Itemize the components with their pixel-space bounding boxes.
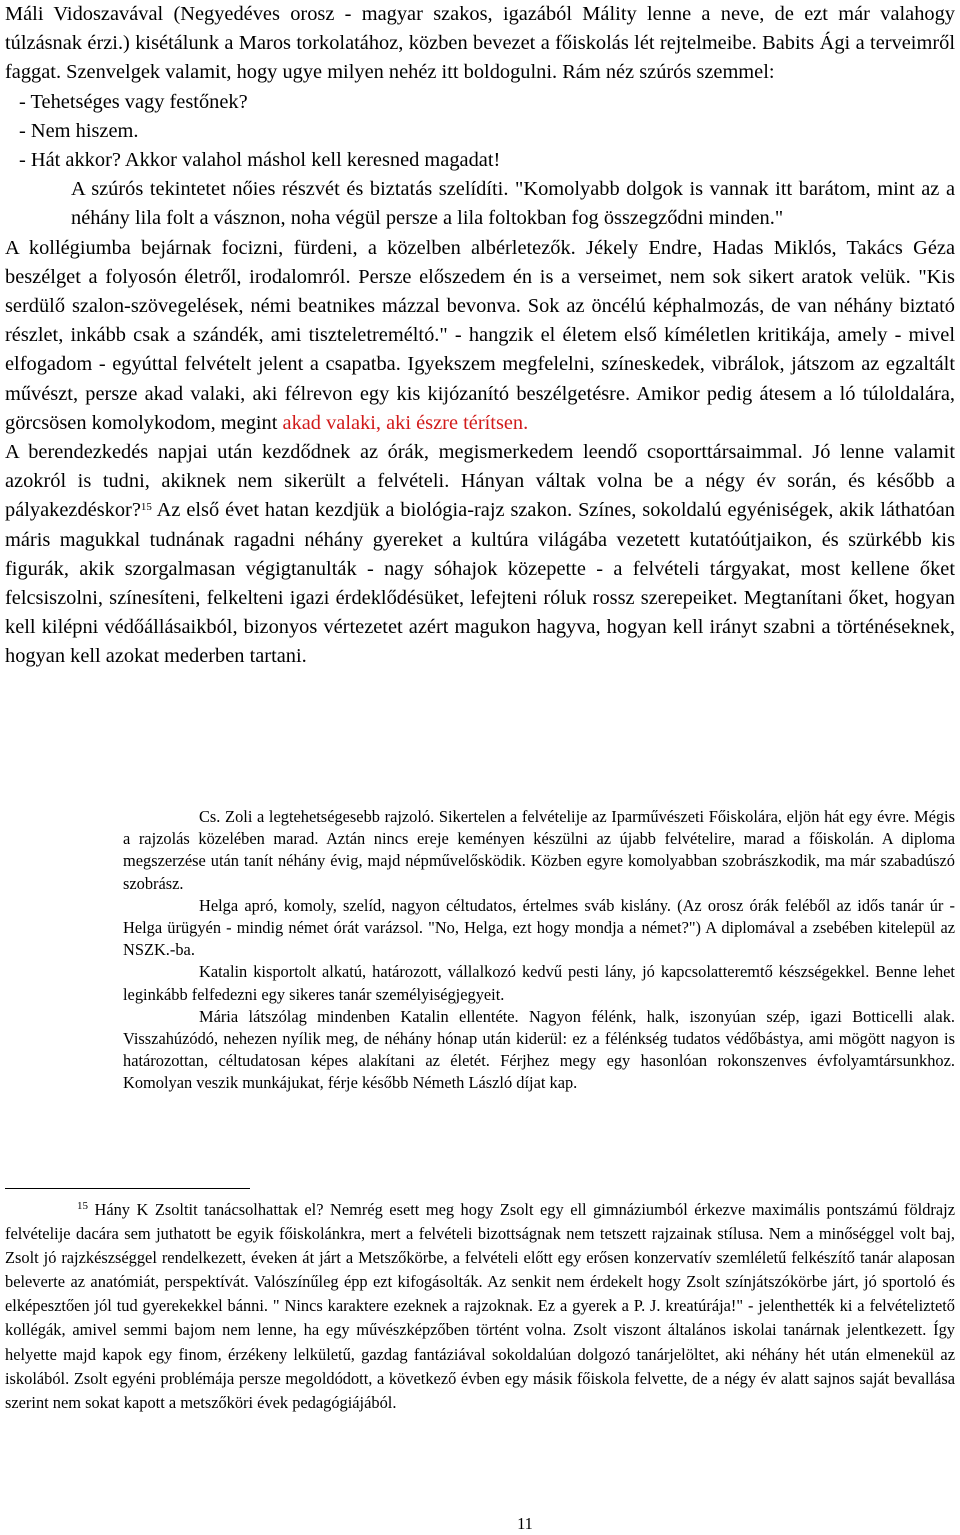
dialog-line: - Tehetséges vagy festőnek? <box>19 90 248 113</box>
sketch-helga: Helga apró, komoly, szelíd, nagyon céltudatos, értelmes sváb kislány. (Az orosz órák feléből az idős tanár úr - Helga ürügyén - mindig német órát varázsol. "No, Helga, ezt hogy mondja a német?") A diplomával a zsebében kitelepül az NSZK.-ba. <box>123 895 955 960</box>
sketch-maria: Mária látszólag mindenben Katalin ellentéte. Nagyon félénk, halk, iszonyúan szép, igazi Botticelli alak. Visszahúzódó, nehezen nyílik meg, de néhány hónap után kiderül: ez a félénkség tudatos védőbástya, ami mögött nagyon is határozottan, céltudatosan képes alakítani az életét. Férjhez megy egy hasonlóan rokonszenves évfolyamtársunkhoz. Komolyan veszik munkájukat, férje később Németh László díjat kap. <box>123 1006 955 1093</box>
paragraph-intro: Máli Vidoszavával (Negyedéves orosz - magyar szakos, igazából Málity lenne a neve, de ezt már valahogy túlzásnak érzi.) kisétálunk a Maros torkolatához, közben bevezet a főiskolás lét rejtelmeibe. Babits Ági a terveimről faggat. Szenvelgek valamit, hogy ugye milyen nehéz itt boldogulni. Rám néz szúrós szemmel: <box>5 3 955 84</box>
paragraph-classes-text-continued: Az első évet hatan kezdjük a biológia-rajz szakon. Színes, sokoldalú egyéniségek, akik láthatóan máris magukkal tudnának ragadni néhány gyereket a kultúra világába vezetett kutatóútjaikon, és szürkébb kis figurák, akik szorgalmasan végigtanulták - nagy sóhajok közepette - a felvételi tárgyakat, most kellene őket felcsiszolni, színesíteni, felkelteni igazi érdeklődésüket, lefejteni róluk rossz szerepeiket. Megtanítani őket, hogyan kell kilépni védőállásaikból, bizonyos vértezetet azért magukon hagyva, hogyan kell irányt szabni a történéseknek, hogyan kell azokat mederben tartani. <box>5 499 955 668</box>
footnote-paragraph <box>5 1198 955 1415</box>
footnote <box>5 1198 955 1415</box>
highlighted-text: akad valaki, aki észre térítsen. <box>282 411 529 434</box>
paragraph-college-text: A kollégiumba bejárnak focizni, fürdeni, a közelben albérletezők. Jékely Endre, Hadas Miklós, Takács Géza beszélget a folyosón életről, irodalomról. Persze előszedem én is a verseimet, nem sok sikert aratok velük. "Kis serdülő szalon-szövegelések, némi beatnikes mázzal bevonva. Sok az öncélú képhalmozás, de van néhány biztató részlet, inkább csak a szándék, ami tiszteletreméltó." - hangzik el életem első kíméletlen kritikája, amely - mivel elfogadom - egyúttal felvételt jelent a csapatba. Igyekszem megfelelni, színeskedek, vibrálok, játszom az egzaltált művészt, persze akad valaki, aki félrevon egy kis kijózanító beszélgetésre. Amikor pedig átesem a ló túloldalára, görcsösen komolykodom, megint <box>5 236 955 434</box>
dialog-line: - Nem hiszem. <box>19 119 139 142</box>
footnote-reference[interactable]: 15 <box>140 501 152 514</box>
footnote-number: 15 <box>77 1200 88 1212</box>
main-text <box>5 0 955 672</box>
sketch-zoli: Cs. Zoli a legtehetségesebb rajzoló. Sikertelen a felvételije az Iparművészeti Főiskolára, eljön hát egy évre. Mégis a rajzolás közelében marad. Aztán nincs ereje keményen készülni az újabb felvételire, marad a főiskolán. A diploma megszerzése után tanít néhány évig, majd népművelősködik. Közben egyre komolyabban szobrászkodik, ma már szabadúszó szobrász. <box>123 807 955 893</box>
sketch-katalin: Katalin kisportolt alkatú, határozott, vállalkozó kedvű pesti lány, jó kapcsolatteremtő készségekkel. Benne lehet leginkább felfedezni egy sikeres tanár személyiségjegyeit. <box>123 962 955 1004</box>
page-number: 11 <box>517 1514 533 1533</box>
paragraph-classes <box>5 438 955 672</box>
character-sketches <box>123 806 955 1095</box>
paragraph-quote: A szúrós tekintetet nőies részvét és biztatás szelídíti. "Komolyabb dolgok is vannak itt barátom, mint az a néhány lila folt a vásznon, noha végül persze a lila foltokban fog összegződni minden." <box>71 178 955 230</box>
dialog-line: - Hát akkor? Akkor valahol máshol kell keresned magadat! <box>19 149 501 172</box>
paragraph-college <box>5 234 955 438</box>
footnote-separator <box>5 1188 250 1189</box>
footnote-text: Hány K Zsoltit tanácsolhattak el? Nemrég esett meg hogy Zsolt egy ell gimnáziumból érkezve maximális pontszámú földrajz felvételije dacára sem juthatott be egyik főiskolánkra, mert a felvételi bizottságnak nem tetszett rajzainak stílusa. Nem a minőséggel volt baj, Zsolt jó rajzkészséggel rendelkezett, éveken át járt a Metszőkörbe, a felvételi előtt egy erősen konzervatív szemléletű felkészítő tanár alaposan beleverte az anatómiát, perspektívát. Valószínűleg épp ezt kifogásolták. Az senkit nem érdekelt hogy Zsolt színjátszókörbe járt, jó sportoló és elképesztően jól tud gyerekekkel bánni. " Nincs karaktere ezeknek a rajzoknak. Ez a gyerek a P. J. kreatúrája!" - jelenthették ki a felvételiztető kollégák, amivel semmi bajom nem lenne, ha egy művészképzőben történt volna. Zsolt viszont általános iskolai tanárnak jelentkezett. Így helyette majd kapok egy finom, érzékeny lelkületű, gazdag fantáziával sokoldalúan dolgozó tanárjelöltet, aki néhány hét után elmenekül az iskolából. Zsolt egyéni problémája persze megoldódott, a következő évben egy másik főiskola felvette, de a négy év alatt sajnos saját bevallása szerint nem sokat kapott a metszőköri évek pedagógiájából. <box>5 1200 955 1412</box>
paragraph-classes-text: A berendezkedés napjai után kezdődnek az órák, megismerkedem leendő csoporttársaimmal. Jó lenne valamit azokról is tudni, akiknek nem sikerült a felvételi. Hányan váltak volna be a négy év során, és később a pályakezdéskor? <box>5 441 955 522</box>
